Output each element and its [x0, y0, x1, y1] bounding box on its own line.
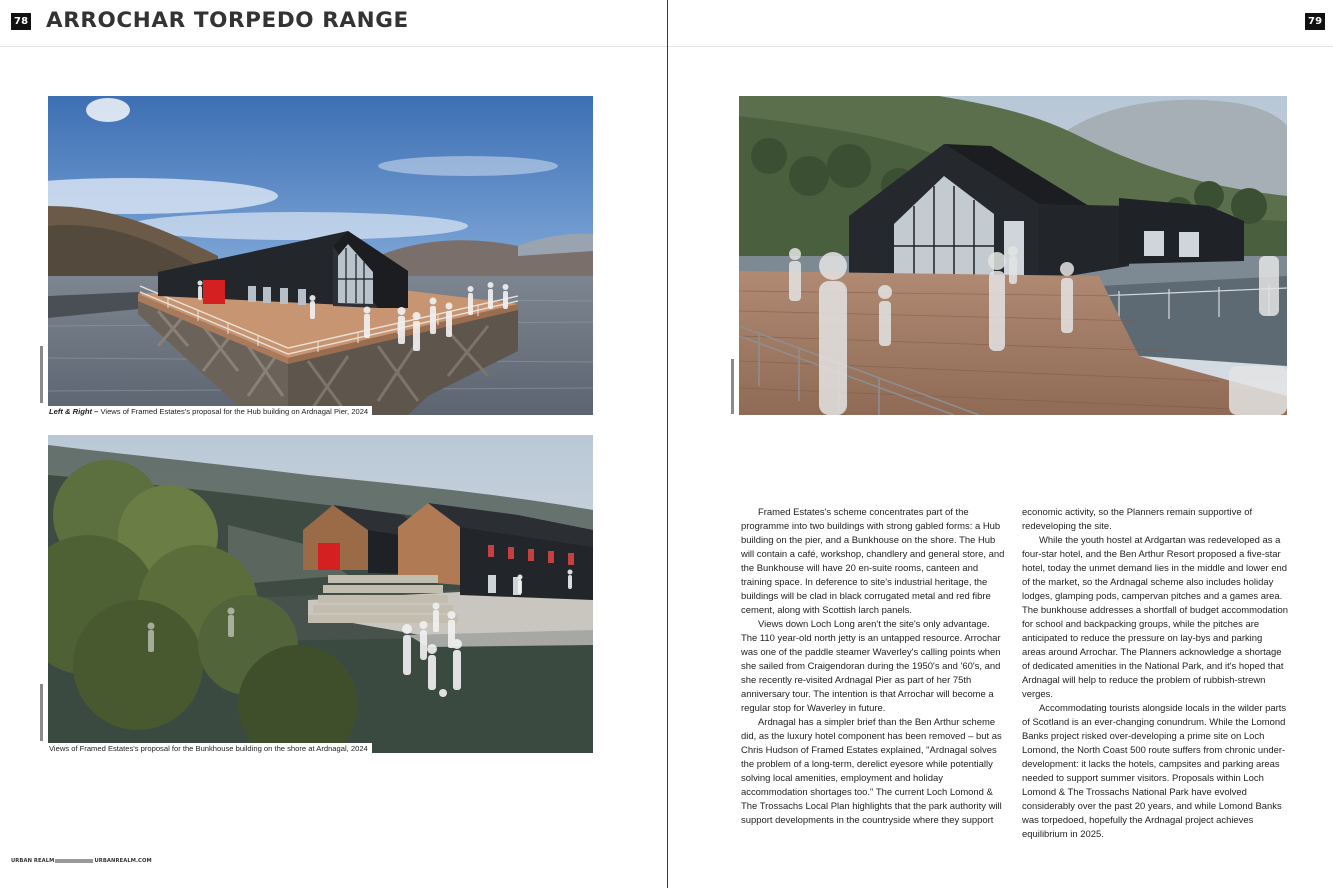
hub-deck-render: [739, 96, 1287, 415]
page-number-left: 78: [11, 13, 31, 30]
bunkhouse-caption: Views of Framed Estates's proposal for the Bunkhouse building on the shore at Ardnagal, 2024: [48, 743, 372, 755]
paragraph: Ardnagal has a simpler brief than the Ben Arthur scheme did, as the luxury hotel component has been removed – but as Chris Hudson of Framed Estates explained, "Ardnagal solves the problem of a long-term, derelict eyesore while potentially solving local amenities, employment and holiday accommodation shortages too." The current Loch Lomond & The Trossachs Local Plan highlights that the park authority will support developments in the countryside where they support: [741, 717, 1002, 826]
header-rule-right: [668, 46, 1333, 47]
paragraph: While the youth hostel at Ardgartan was redeveloped as a four-star hotel, and the Ben Arthur Resort proposed a five-star hotel, today the unmet demand lies in the middle and lower end of the market, so the Ardnagal scheme also includes holiday lodges, glamping pods, campervan pitches and a games area. The bunkhouse addresses a shortfall of budget accommodation for school and backpacking groups, while the pitches are anticipated to reduce the pressure on lay-bys and parking areas around Arrochar. The Planners acknowledge a shortage of dedicated amenities in the National Park, and it's hoped that Ardnagal will help to reduce the problem of rubbish-strewn verges.: [1022, 535, 1288, 700]
photo-marker: [731, 359, 734, 414]
caption-text: Views of Framed Estates's proposal for the Hub building on Ardnagal Pier, 2024: [98, 407, 369, 416]
footer-bar: [55, 859, 93, 863]
hub-caption: [48, 406, 372, 418]
paragraph: Framed Estates's scheme concentrates part of the programme into two buildings with strong gabled forms: a Hub building on the pier, and a Bunkhouse on the shore. The Hub will contain a café, workshop, chandlery and general store, and the Bunkhouse will have 20 en-suite rooms, canteen and training space. In deference to site's industrial heritage, the buildings will be clad in black corrugated metal and red fibre cement, along with Scottish larch panels.: [741, 507, 1005, 616]
footer-url-link[interactable]: URBANREALM.COM: [94, 858, 152, 864]
paragraph: Views down Loch Long aren't the site's only advantage. The 110 year-old north jetty is an untapped resource. Arrochar was one of the paddle steamer Waverley's calling points when she sailed from Craigendoran during the 1950's and '60's, and she recently re-visited Ardnagal Pier as part of her 75th anniversary tour. The intention is that Arrochar will become a regular stop for Waverley in future.: [741, 619, 1001, 714]
footer-brand: URBAN REALM: [11, 858, 55, 864]
article-column-2: [1022, 506, 1288, 842]
footer: [11, 857, 152, 865]
paragraph: Accommodating tourists alongside locals in the wilder parts of Scotland is an ever-changing conundrum. While the Lomond Banks project risked over-developing a prime site on Loch Lomond, the North Coast 500 route suffers from chronic under-development: it lacks the hotels, campsites and parking areas needed to support summer visitors. Proposals within Loch Lomond & The Trossachs National Park have evolved considerably over the past 20 years, and while Lomond Banks was torpedoed, hopefully the Ardnagal project achieves equilibrium in 2025.: [1022, 703, 1287, 840]
section-title: ARROCHAR TORPEDO RANGE: [46, 8, 409, 33]
caption-lead: Left & Right –: [49, 407, 99, 416]
article-column-1: [741, 506, 1007, 828]
header-rule-left: [0, 46, 667, 47]
paragraph-continuation: economic activity, so the Planners remain supportive of redeveloping the site.: [1022, 507, 1253, 532]
bunkhouse-shore-render: [48, 435, 593, 753]
page-number-right: 79: [1305, 13, 1325, 30]
hub-pier-render: [48, 96, 593, 415]
photo-marker: [40, 346, 43, 403]
photo-marker: [40, 684, 43, 741]
page-gutter: [667, 0, 668, 888]
